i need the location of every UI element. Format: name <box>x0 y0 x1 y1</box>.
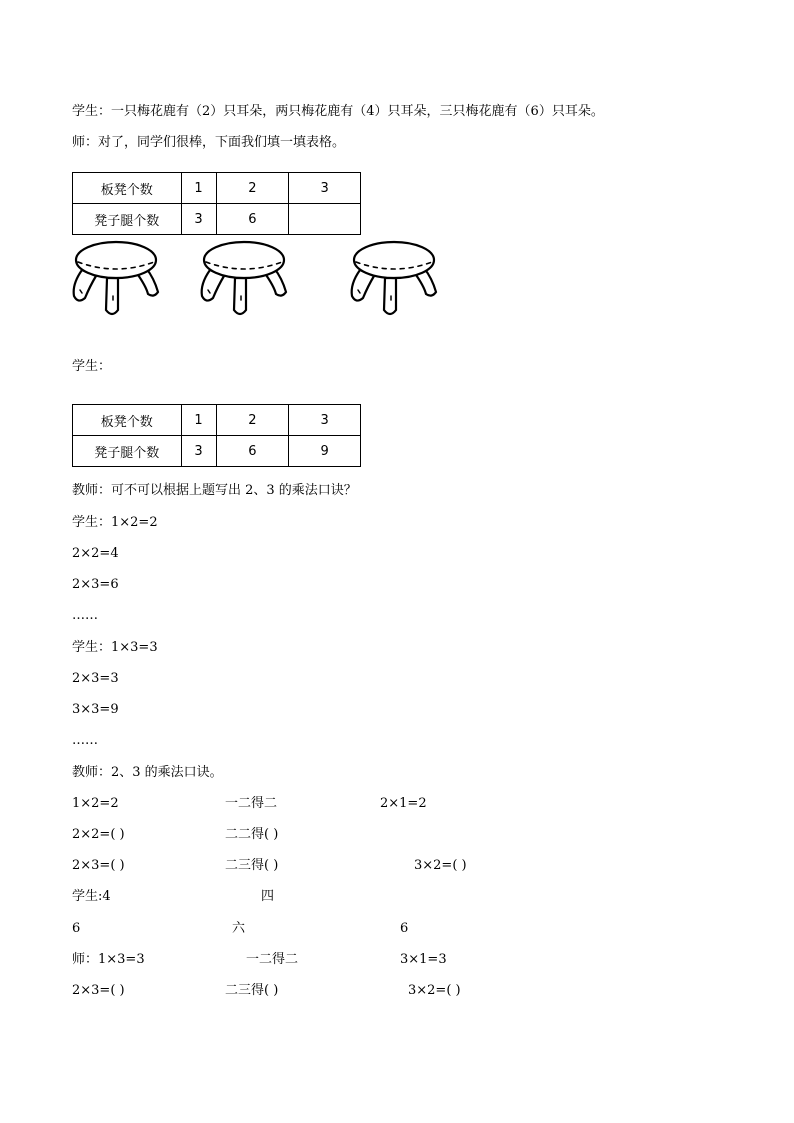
table-cell: 6 <box>216 204 289 235</box>
table-cell <box>289 204 361 235</box>
table-cell: 板凳个数 <box>73 405 182 436</box>
stool-table-blank <box>72 172 361 235</box>
table-cell: 1 <box>181 173 216 204</box>
exercise-cell: 6 <box>400 921 409 936</box>
table-cell: 9 <box>289 436 361 467</box>
exercise-cell: 3×2=( ) <box>408 983 461 998</box>
table-cell: 板凳个数 <box>73 173 182 204</box>
exercise-cell: 二三得( ) <box>225 983 279 998</box>
table-cell: 凳子腿个数 <box>73 204 182 235</box>
exercise-cell: 学生:4 <box>72 889 111 904</box>
exercise-cell: 3×2=( ) <box>414 858 467 873</box>
table-cell: 3 <box>181 204 216 235</box>
line-teacher-rhymes: 教师：2、3 的乘法口诀。 <box>72 765 223 780</box>
line-student-answer-2: 学生：1×2=2 <box>72 515 158 530</box>
table-row <box>73 405 361 436</box>
table-cell: 2 <box>216 173 289 204</box>
exercise-cell: 6 <box>72 921 81 936</box>
exercise-cell: 2×2=( ) <box>72 827 125 842</box>
exercise-cell: 3×1=3 <box>400 952 447 967</box>
line-equation: 2×3=3 <box>72 671 119 686</box>
line-teacher-fill-table: 师：对了，同学们很棒，下面我们填一填表格。 <box>72 135 346 150</box>
line-ellipsis: …… <box>72 608 98 623</box>
line-student-answer-3: 学生：1×3=3 <box>72 640 158 655</box>
table-cell: 2 <box>216 405 289 436</box>
line-equation: 2×3=6 <box>72 577 119 592</box>
exercise-cell: 师：1×3=3 <box>72 952 145 967</box>
stool-icon <box>352 242 436 314</box>
table-row <box>73 436 361 467</box>
exercise-cell: 2×3=( ) <box>72 858 125 873</box>
line-student-label: 学生： <box>72 359 112 374</box>
exercise-cell: 一二得二 <box>246 952 299 967</box>
table-cell: 6 <box>216 436 289 467</box>
table-cell: 凳子腿个数 <box>73 436 182 467</box>
exercise-cell: 四 <box>261 889 275 904</box>
exercise-cell: 1×2=2 <box>72 796 119 811</box>
exercise-cell: 六 <box>232 921 246 936</box>
table-row <box>73 173 361 204</box>
line-teacher-question: 教师：可不可以根据上题写出 2、3 的乘法口诀？ <box>72 483 357 498</box>
stools-illustration <box>72 238 442 322</box>
exercise-cell: 二二得( ) <box>225 827 279 842</box>
exercise-cell: 二三得( ) <box>225 858 279 873</box>
exercise-cell: 2×3=( ) <box>72 983 125 998</box>
line-equation: 2×2=4 <box>72 546 119 561</box>
table-cell: 3 <box>289 173 361 204</box>
exercise-cell: 2×1=2 <box>380 796 427 811</box>
line-deer-ears: 学生：一只梅花鹿有（2）只耳朵，两只梅花鹿有（4）只耳朵，三只梅花鹿有（6）只耳朵。 <box>72 104 604 119</box>
stool-table-filled <box>72 404 361 467</box>
table-cell: 3 <box>181 436 216 467</box>
stool-icon <box>202 242 286 314</box>
stool-icon <box>74 242 158 314</box>
line-ellipsis: …… <box>72 733 98 748</box>
table-cell: 3 <box>289 405 361 436</box>
table-row <box>73 204 361 235</box>
line-equation: 3×3=9 <box>72 702 119 717</box>
table-cell: 1 <box>181 405 216 436</box>
exercise-cell: 一二得二 <box>225 796 278 811</box>
